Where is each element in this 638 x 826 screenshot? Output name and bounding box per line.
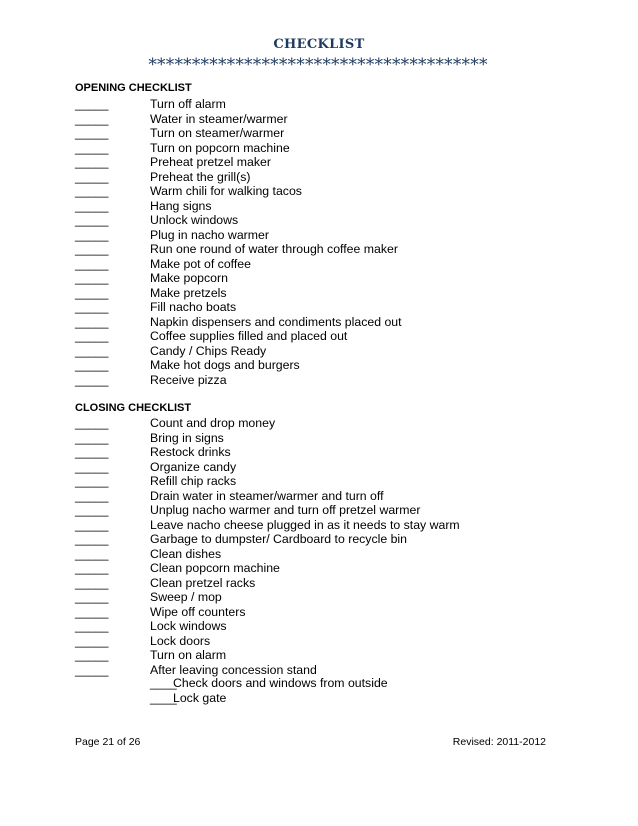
- checkbox-blank-line: _____: [75, 430, 109, 445]
- checkbox-blank-line: _____: [75, 242, 109, 256]
- checklist-item-label: Restock drinks: [150, 445, 231, 459]
- checkbox-blank-line: _____: [75, 590, 109, 604]
- checkbox-blank-line: _____: [75, 561, 109, 575]
- checkbox-blank-line: _____: [75, 140, 109, 155]
- page-title: CHECKLIST: [273, 37, 365, 52]
- checkbox-blank-line: _____: [75, 155, 109, 169]
- checkbox-blank-line: _____: [75, 97, 109, 111]
- checkbox-blank-line: _____: [75, 300, 109, 314]
- checkbox-blank-line: _____: [75, 372, 109, 387]
- checklist-item-label: Clean pretzel racks: [150, 575, 256, 590]
- checkbox-blank-line: _____: [75, 575, 109, 590]
- revision-date: Revised: 2011-2012: [452, 736, 546, 748]
- checkbox-blank-line: _____: [75, 271, 109, 285]
- checklist-item-label: Napkin dispensers and condiments placed out: [150, 314, 402, 329]
- checklist-item-label: Unplug nacho warmer and turn off pretzel warmer: [150, 503, 421, 517]
- checkbox-blank-line: _____: [75, 459, 109, 474]
- checkbox-blank-line: _____: [75, 198, 109, 213]
- checklist-item-label: Preheat the grill(s): [150, 169, 251, 184]
- checkbox-blank-line: _____: [75, 126, 109, 140]
- checklist-item-label: After leaving concession stand: [150, 662, 317, 677]
- opening-checklist-heading: OPENING CHECKLIST: [75, 82, 192, 94]
- checkbox-blank-line: _____: [75, 329, 109, 343]
- checklist-item-label: Receive pizza: [150, 372, 227, 387]
- checkbox-blank-line: _____: [75, 343, 109, 358]
- closing-checklist-heading: CLOSING CHECKLIST: [75, 402, 192, 414]
- checkbox-blank-line: _____: [75, 633, 109, 648]
- checklist-item-label: Wipe off counters: [150, 604, 246, 619]
- asterisk-divider: ***************************************: [148, 55, 488, 75]
- checklist-item-label: Turn on steamer/warmer: [150, 126, 285, 140]
- checklist-item-label: Warm chili for walking tacos: [150, 184, 302, 198]
- checklist-item-label: Turn off alarm: [150, 97, 226, 111]
- checklist-item-label: Lock windows: [150, 619, 227, 633]
- checklist-item-label: Leave nacho cheese plugged in as it needs to stay warm: [150, 517, 460, 532]
- checklist-item-label: Unlock windows: [150, 213, 239, 227]
- checklist-item-label: Turn on alarm: [150, 648, 227, 662]
- checkbox-blank-line: _____: [75, 169, 109, 184]
- checklist-item-label: Organize candy: [150, 459, 237, 474]
- checklist-item-label: Lock gate: [173, 691, 227, 705]
- checkbox-blank-line: ____: [150, 676, 177, 690]
- page-number: Page 21 of 26: [75, 736, 141, 748]
- checklist-item-label: Lock doors: [150, 633, 211, 648]
- checkbox-blank-line: ____: [150, 691, 177, 705]
- checkbox-blank-line: _____: [75, 256, 109, 271]
- checklist-item-label: Preheat pretzel maker: [150, 155, 271, 169]
- checkbox-blank-line: _____: [75, 358, 109, 372]
- checklist-item-label: Drain water in steamer/warmer and turn off: [150, 488, 384, 503]
- checkbox-blank-line: _____: [75, 488, 109, 503]
- checkbox-blank-line: _____: [75, 285, 109, 300]
- checkbox-blank-line: _____: [75, 111, 109, 126]
- checkbox-blank-line: _____: [75, 662, 109, 677]
- checklist-item-label: Water in steamer/warmer: [150, 111, 288, 126]
- checkbox-blank-line: _____: [75, 314, 109, 329]
- checkbox-blank-line: _____: [75, 604, 109, 619]
- checklist-item-label: Bring in signs: [150, 430, 224, 445]
- checklist-item-label: Make pretzels: [150, 285, 227, 300]
- checklist-item-label: Make popcorn: [150, 271, 228, 285]
- checklist-item-label: Hang signs: [150, 198, 212, 213]
- checkbox-blank-line: _____: [75, 532, 109, 546]
- checklist-item-label: Run one round of water through coffee maker: [150, 242, 398, 256]
- checkbox-blank-line: _____: [75, 517, 109, 532]
- checklist-item-label: Refill chip racks: [150, 474, 237, 488]
- checkbox-blank-line: _____: [75, 184, 109, 198]
- checklist-item-label: Fill nacho boats: [150, 300, 237, 314]
- checklist-item-label: Sweep / mop: [150, 590, 222, 604]
- checklist-item-label: Check doors and windows from outside: [173, 676, 388, 690]
- checkbox-blank-line: _____: [75, 619, 109, 633]
- checklist-item-label: Coffee supplies filled and placed out: [150, 329, 348, 343]
- checkbox-blank-line: _____: [75, 416, 109, 430]
- checklist-item-label: Candy / Chips Ready: [150, 343, 267, 358]
- checkbox-blank-line: _____: [75, 546, 109, 561]
- checkbox-blank-line: _____: [75, 474, 109, 488]
- checkbox-blank-line: _____: [75, 445, 109, 459]
- checklist-item-label: Garbage to dumpster/ Cardboard to recycle bin: [150, 532, 408, 546]
- checklist-item-label: Make pot of coffee: [150, 256, 251, 271]
- checkbox-blank-line: _____: [75, 648, 109, 662]
- checklist-item-label: Clean popcorn machine: [150, 561, 280, 575]
- checklist-item-label: Count and drop money: [150, 416, 276, 430]
- checkbox-blank-line: _____: [75, 503, 109, 517]
- checkbox-blank-line: _____: [75, 213, 109, 227]
- checklist-item-label: Plug in nacho warmer: [150, 227, 269, 242]
- checklist-item-label: Clean dishes: [150, 546, 222, 561]
- checkbox-blank-line: _____: [75, 227, 109, 242]
- checklist-item-label: Turn on popcorn machine: [150, 140, 290, 155]
- checklist-item-label: Make hot dogs and burgers: [150, 358, 300, 372]
